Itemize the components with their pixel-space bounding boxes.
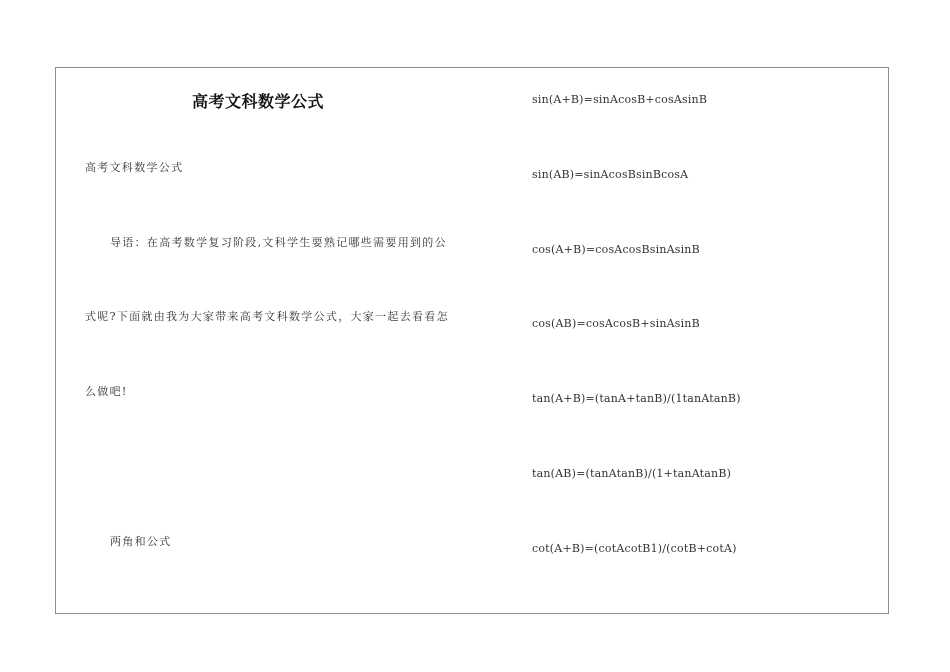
formula-line: cos(A+B)=cosAcosBsinAsinB (532, 243, 700, 256)
intro-paragraph-line-1: 导语：在高考数学复习阶段,文科学生要熟记哪些需要用到的公 (110, 236, 447, 249)
intro-paragraph-line-2: 式呢?下面就由我为大家带来高考文科数学公式，大家一起去看看怎 (85, 310, 449, 323)
formula-line: cot(A+B)=(cotAcotB1)/(cotB+cotA) (532, 542, 737, 555)
formula-line: sin(AB)=sinAcosBsinBcosA (532, 168, 689, 181)
section-heading-sum-formulas: 两角和公式 (110, 535, 172, 548)
formula-line: tan(A+B)=(tanA+tanB)/(1tanAtanB) (532, 392, 741, 405)
page-border (55, 67, 889, 614)
formula-line: cos(AB)=cosAcosB+sinAsinB (532, 317, 700, 330)
formula-line: tan(AB)=(tanAtanB)/(1+tanAtanB) (532, 467, 732, 480)
intro-paragraph-line-3: 么做吧! (85, 385, 128, 398)
formula-line: sin(A+B)=sinAcosB+cosAsinB (532, 93, 708, 106)
document-title: 高考文科数学公式 (192, 92, 325, 111)
subtitle-line: 高考文科数学公式 (85, 161, 184, 174)
